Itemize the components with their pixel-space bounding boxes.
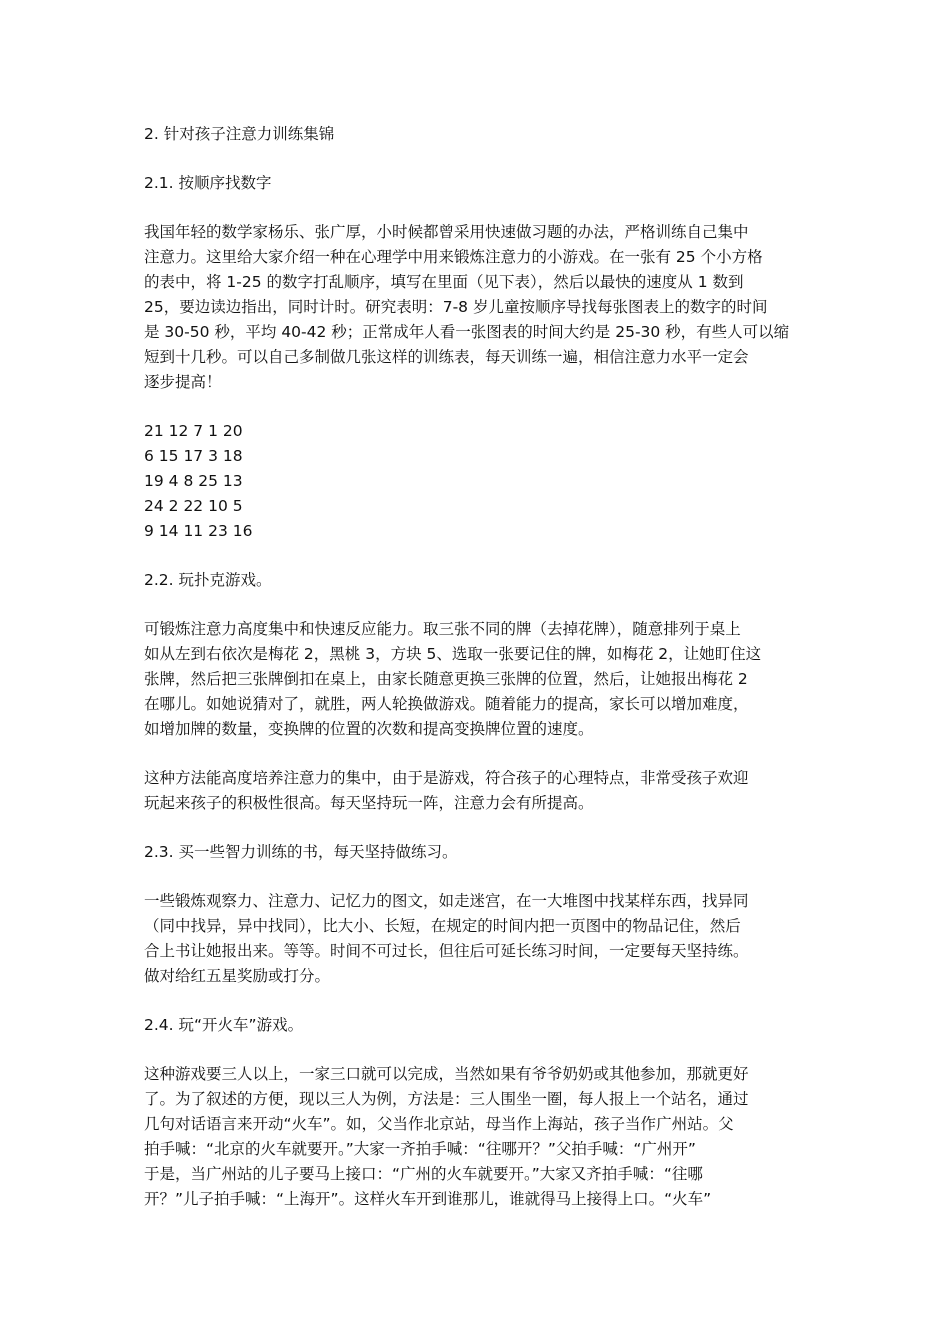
heading-text: 2.4. 玩“开火车”游戏。	[144, 1016, 304, 1034]
paragraph-line: 了。为了叙述的方便，现以三人为例，方法是：三人围坐一圈，每人报上一个站名，通过	[144, 1090, 749, 1108]
section-heading-2-1	[144, 171, 812, 196]
heading-text: 2.3. 买一些智力训练的书，每天坚持做练习。	[144, 843, 458, 861]
paragraph-line: 于是，当广州站的儿子要马上接口：“广州的火车就要开。”大家又齐拍手喊：“往哪	[144, 1165, 703, 1183]
paragraph-line: 如从左到右依次是梅花 2，黑桃 3，方块 5、选取一张要记住的牌，如梅花 2，让她盯住这	[144, 645, 762, 663]
paragraph-poker-benefit	[144, 766, 812, 816]
paragraph-line: 做对给红五星奖励或打分。	[144, 967, 331, 985]
paragraph-line: 短到十几秒。可以自己多制做几张这样的训练表，每天训练一遍，相信注意力水平一定会	[144, 348, 749, 366]
paragraph-line: 逐步提高！	[144, 373, 222, 391]
paragraph-line: 玩起来孩子的积极性很高。每天坚持玩一阵，注意力会有所提高。	[144, 794, 594, 812]
section-heading-2	[144, 122, 812, 147]
paragraph-line: 这种方法能高度培养注意力的集中，由于是游戏，符合孩子的心理特点，非常受孩子欢迎	[144, 769, 749, 787]
section-heading-2-2	[144, 568, 812, 593]
paragraph-line: 一些锻炼观察力、注意力、记忆力的图文，如走迷宫，在一大堆图中找某样东西，找异同	[144, 892, 749, 910]
paragraph-line: 张牌，然后把三张牌倒扣在桌上，由家长随意更换三张牌的位置，然后，让她报出梅花 2	[144, 670, 748, 688]
number-grid	[144, 419, 812, 544]
section-heading-2-3	[144, 840, 812, 865]
grid-row: 21 12 7 1 20	[144, 422, 243, 440]
paragraph-line: 的表中，将 1-25 的数字打乱顺序，填写在里面（见下表），然后以最快的速度从 1 数到	[144, 273, 744, 291]
paragraph-books	[144, 889, 812, 989]
paragraph-line: 我国年轻的数学家杨乐、张广厚，小时候都曾采用快速做习题的办法，严格训练自己集中	[144, 223, 749, 241]
paragraph-line: 可锻炼注意力高度集中和快速反应能力。取三张不同的牌（去掉花牌），随意排列于桌上	[144, 620, 741, 638]
grid-row: 9 14 11 23 16	[144, 522, 253, 540]
paragraph-line: 注意力。这里给大家介绍一种在心理学中用来锻炼注意力的小游戏。在一张有 25 个小方格	[144, 248, 763, 266]
grid-row: 24 2 22 10 5	[144, 497, 243, 515]
paragraph-poker-game	[144, 617, 812, 742]
paragraph-line: 在哪儿。如她说猜对了，就胜，两人轮换做游戏。随着能力的提高，家长可以增加难度，	[144, 695, 749, 713]
grid-row: 6 15 17 3 18	[144, 447, 243, 465]
paragraph-line: 几句对话语言来开动“火车”。如，父当作北京站，母当作上海站，孩子当作广州站。父	[144, 1115, 734, 1133]
section-heading-2-4	[144, 1013, 812, 1038]
paragraph-line: 合上书让她报出来。等等。时间不可过长，但往后可延长练习时间，一定要每天坚持练。	[144, 942, 749, 960]
paragraph-line: （同中找异，异中找同），比大小、长短，在规定的时间内把一页图中的物品记住，然后	[144, 917, 741, 935]
heading-text: 2.2. 玩扑克游戏。	[144, 571, 272, 589]
paragraph-number-game	[144, 220, 812, 395]
paragraph-line: 25，要边读边指出，同时计时。研究表明：7-8 岁儿童按顺序导找每张图表上的数字的时间	[144, 298, 768, 316]
heading-text: 2. 针对孩子注意力训练集锦	[144, 125, 335, 143]
paragraph-line: 如增加牌的数量，变换牌的位置的次数和提高变换牌位置的速度。	[144, 720, 594, 738]
paragraph-line: 这种游戏要三人以上，一家三口就可以完成，当然如果有爷爷奶奶或其他参加，那就更好	[144, 1065, 749, 1083]
paragraph-line: 开？”儿子拍手喊：“上海开”。这样火车开到谁那儿，谁就得马上接得上口。“火车”	[144, 1190, 712, 1208]
document-page	[144, 122, 812, 1236]
paragraph-line: 拍手喊：“北京的火车就要开。”大家一齐拍手喊：“往哪开？”父拍手喊：“广州开”	[144, 1140, 696, 1158]
paragraph-train-game	[144, 1062, 812, 1212]
paragraph-line: 是 30-50 秒，平均 40-42 秒；正常成年人看一张图表的时间大约是 25-30 秒，有些人可以缩	[144, 323, 790, 341]
heading-text: 2.1. 按顺序找数字	[144, 174, 272, 192]
grid-row: 19 4 8 25 13	[144, 472, 243, 490]
